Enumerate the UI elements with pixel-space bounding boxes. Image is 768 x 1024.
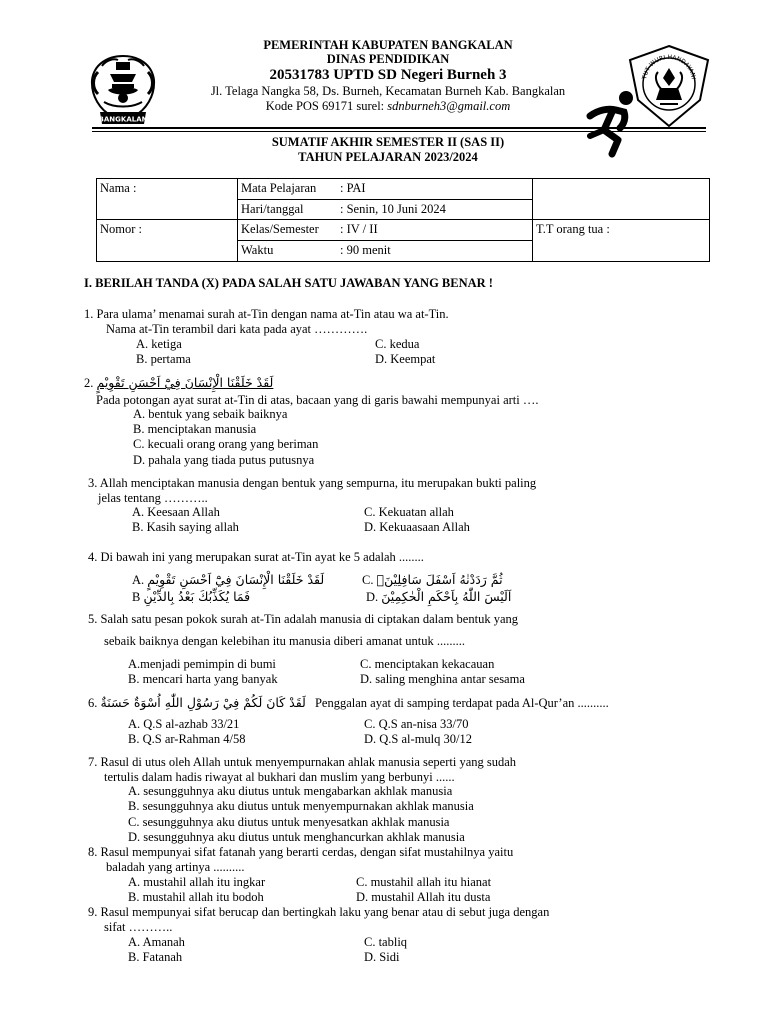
question-3-option-c[interactable]: C. Kekuatan allah	[364, 505, 454, 519]
question-8-option-a[interactable]: A. mustahil allah itu ingkar	[128, 875, 266, 889]
question-9-text: 9. Rasul mempunyai sifat berucap dan bertingkah laku yang benar atau di sebut juga dengan	[88, 905, 550, 919]
letterhead-government: PEMERINTAH KABUPATEN BANGKALAN	[263, 38, 513, 52]
question-8-option-b[interactable]: B. mustahil allah itu bodoh	[128, 890, 264, 904]
question-3-option-d[interactable]: D. Kekuaasaan Allah	[364, 520, 470, 534]
letterhead-department: DINAS PENDIDIKAN	[326, 52, 450, 66]
question-5-option-c[interactable]: C. menciptakan kekacauan	[360, 657, 495, 671]
question-2-option-b[interactable]: B. menciptakan manusia	[133, 422, 257, 436]
question-2-option-a[interactable]: A. bentuk yang sebaik baiknya	[133, 407, 288, 421]
question-7-option-a[interactable]: A. sesungguhnya aku diutus untuk mengabarkan akhlak manusia	[128, 784, 453, 798]
time-cell: Waktu : 90 menit	[237, 240, 533, 262]
question-5-option-b[interactable]: B. mencari harta yang banyak	[128, 672, 278, 686]
question-7-option-d[interactable]: D. sesungguhnya aku diutus untuk menghancurkan akhlak manusia	[128, 830, 465, 844]
question-4-option-c[interactable]: C. ثُمَّ رَدَدْنٰهُ اَسْفَلَ سَافِلِيْنَۙ	[362, 572, 503, 587]
question-4-text: 4. Di bawah ini yang merupakan surat at-Tin ayat ke 5 adalah ........	[88, 550, 424, 564]
question-2-option-c[interactable]: C. kecuali orang orang yang beriman	[133, 437, 319, 451]
question-2-option-d[interactable]: D. pahala yang tiada putus putusnya	[133, 453, 315, 467]
question-8-option-c[interactable]: C. mustahil allah itu hianat	[356, 875, 492, 889]
question-7-option-b[interactable]: B. sesungguhnya aku diutus untuk menyempurnakan akhlak manusia	[128, 799, 474, 813]
question-6-arabic: لَقَدْ كَانَ لَكُمْ فِيْ رَسُوْلِ اللّٰهِ اُسْوَةٌ حَسَنَةٌ	[100, 695, 306, 710]
question-1-text: 1. Para ulama’ menamai surah at-Tin dengan nama at-Tin atau wa at-Tin.	[84, 307, 449, 321]
identity-table	[96, 178, 710, 262]
question-6-option-c[interactable]: C. Q.S an-nisa 33/70	[364, 717, 469, 731]
exam-title-semester: SUMATIF AKHIR SEMESTER II (SAS II)	[271, 135, 505, 149]
question-6-row: 6. لَقَدْ كَانَ لَكُمْ فِيْ رَسُوْلِ اللّٰهِ اُسْوَةٌ حَسَنَةٌ Penggalan ayat di samping terdapat pada Al-Qur’an ..........	[88, 695, 609, 710]
question-8-option-d[interactable]: D. mustahil Allah itu dusta	[356, 890, 491, 904]
exam-title	[160, 135, 616, 165]
question-1-option-c[interactable]: C. kedua	[375, 337, 420, 351]
question-9-text-2: sifat ………..	[104, 920, 173, 934]
parent-signature-cell[interactable]: T.T orang tua :	[532, 219, 710, 262]
question-3-text: 3. Allah menciptakan manusia dengan bentuk yang sempurna, itu merupakan bukti paling	[88, 476, 537, 490]
question-9-option-a[interactable]: A. Amanah	[128, 935, 185, 949]
email-link[interactable]: sdnburneh3@gmail.com	[387, 99, 511, 113]
letterhead-contact: Kode POS 69171 surel: sdnburneh3@gmail.com	[265, 99, 511, 113]
tut-wuri-handayani-logo	[626, 44, 712, 128]
question-2-arabic: لَقَدْ خَلَقْنَا الْإِنْسَانَ فِيْٓ اَحْسَنِ تَقْوِيْمٍ	[96, 375, 274, 390]
question-8-text: 8. Rasul mempunyai sifat fatanah yang berarti cerdas, dengan sifat mustahilnya yaitu	[88, 845, 514, 859]
class-cell: Kelas/Semester : IV / II	[237, 219, 533, 241]
question-7-text-2: tertulis dalam hadis riwayat al bukhari dan muslim yang berbunyi ......	[104, 770, 455, 784]
question-9-option-b[interactable]: B. Fatanah	[128, 950, 183, 964]
question-7-text: 7. Rasul di utus oleh Allah untuk menyempurnakan ahlak manusia seperti yang sudah	[88, 755, 517, 769]
question-1-option-b[interactable]: B. pertama	[136, 352, 191, 366]
question-3-option-b[interactable]: B. Kasih saying allah	[132, 520, 239, 534]
number-cell[interactable]: Nomor :	[96, 219, 238, 262]
exam-title-year: TAHUN PELAJARAN 2023/2024	[298, 150, 478, 164]
question-9-option-d[interactable]: D. Sidi	[364, 950, 400, 964]
question-1-option-d[interactable]: D. Keempat	[375, 352, 436, 366]
question-5-option-d[interactable]: D. saling menghina antar sesama	[360, 672, 525, 686]
svg-text:TUT WURI HANDAYANI: TUT WURI HANDAYANI	[641, 53, 697, 80]
bangkalan-logo	[88, 52, 158, 128]
blank-cell	[532, 178, 710, 220]
question-9-option-c[interactable]: C. tabliq	[364, 935, 408, 949]
section-heading: I. BERILAH TANDA (X) PADA SALAH SATU JAWABAN YANG BENAR !	[84, 276, 493, 290]
name-cell[interactable]: Nama :	[96, 178, 238, 220]
question-4-option-a[interactable]: A. لَقَدْ خَلَقْنَا الْإِنْسَانَ فِيْٓ اَحْسَنِ تَقْوِيْمٍ	[132, 572, 325, 587]
letterhead-school: 20531783 UPTD SD Negeri Burneh 3	[269, 67, 507, 83]
question-2-row: 2. لَقَدْ خَلَقْنَا الْإِنْسَانَ فِيْٓ اَحْسَنِ تَقْوِيْمٍ	[84, 375, 274, 390]
letterhead	[160, 38, 616, 114]
question-4-option-d[interactable]: D. اَلَيْسَ اللّٰهُ بِاَحْكَمِ الْحٰكِمِيْنَ	[366, 589, 512, 604]
question-6-option-d[interactable]: D. Q.S al-mulq 30/12	[364, 732, 472, 746]
question-6-option-a[interactable]: A. Q.S al-azhab 33/21	[128, 717, 240, 731]
question-3-text-2: jelas tentang ………..	[98, 491, 208, 505]
question-1-option-a[interactable]: A. ketiga	[136, 337, 182, 351]
question-7-option-c[interactable]: C. sesungguhnya aku diutus untuk menyesatkan akhlak manusia	[128, 815, 450, 829]
question-5-text-2: sebaik baiknya dengan kelebihan itu manusia diberi amanat untuk .........	[104, 634, 466, 648]
question-8-text-2: baladah yang artinya ..........	[106, 860, 245, 874]
question-5-option-a[interactable]: A.menjadi pemimpin di bumi	[128, 657, 276, 671]
question-1-text-2: Nama at-Tin terambil dari kata pada ayat ………….	[106, 322, 368, 336]
question-2-text: Pada potongan ayat surat at-Tin di atas, bacaan yang di garis bawahi mempunyai arti ….	[96, 393, 539, 407]
letterhead-address: Jl. Telaga Nangka 58, Ds. Burneh, Kecamatan Burneh Kab. Bangkalan	[210, 84, 566, 98]
subject-cell: Mata Pelajaran : PAI	[237, 178, 533, 200]
question-5-text: 5. Salah satu pesan pokok surah at-Tin adalah manusia di ciptakan dalam bentuk yang	[88, 612, 518, 626]
question-6-option-b[interactable]: B. Q.S ar-Rahman 4/58	[128, 732, 246, 746]
date-cell: Hari/tanggal : Senin, 10 Juni 2024	[237, 199, 533, 220]
question-3-option-a[interactable]: A. Keesaan Allah	[132, 505, 220, 519]
svg-text:BANGKALAN: BANGKALAN	[98, 115, 148, 124]
question-4-option-b[interactable]: B فَمَا يُكَذِّبُكَ بَعْدُ بِالدِّيْنِ	[132, 589, 251, 604]
